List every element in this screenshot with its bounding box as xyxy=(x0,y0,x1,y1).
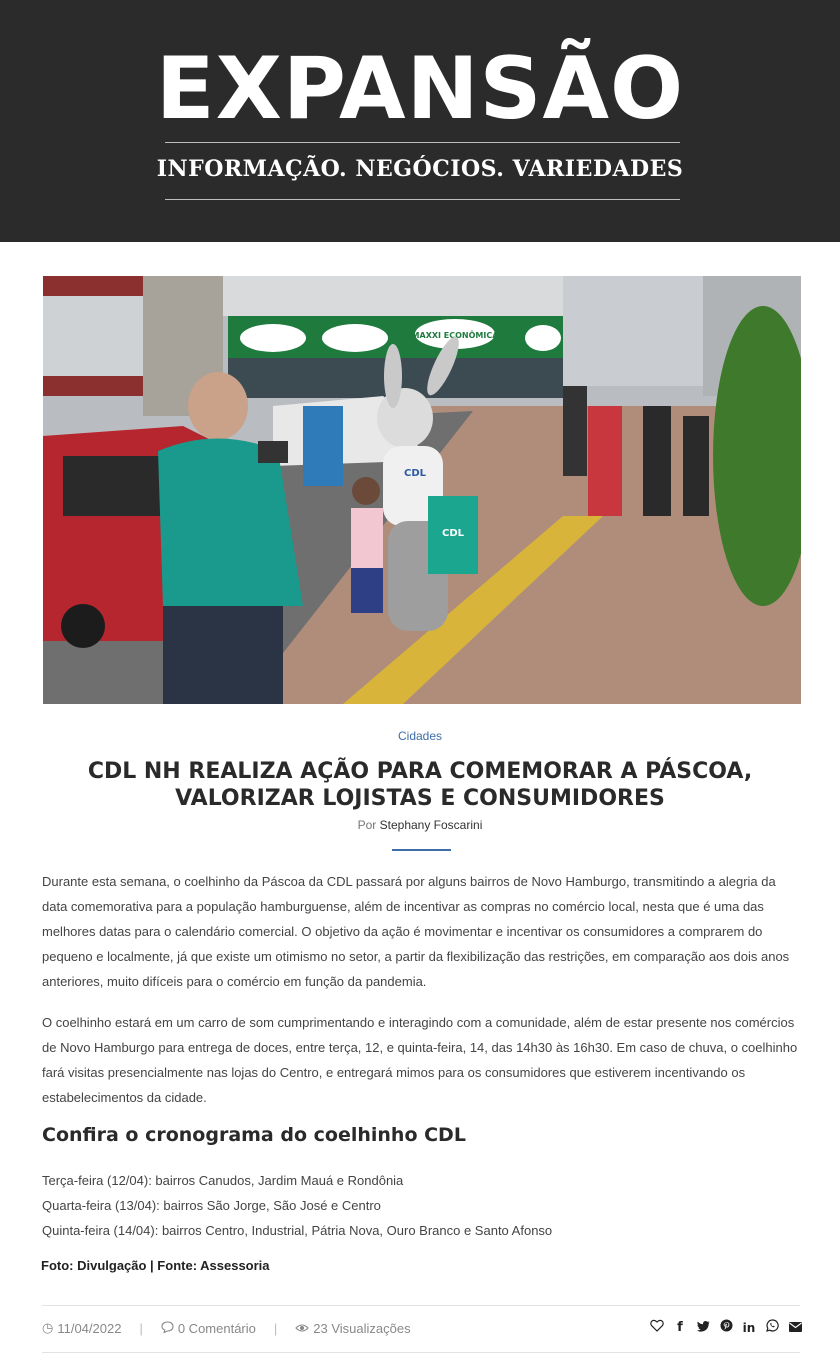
linkedin-icon[interactable]: in xyxy=(742,1320,756,1335)
schedule-list xyxy=(42,1168,552,1243)
article-meta-bar xyxy=(42,1320,411,1336)
comment-icon xyxy=(161,1321,174,1336)
logo-divider-top xyxy=(165,142,680,143)
views-count: 23 Visualizações xyxy=(313,1320,411,1336)
schedule-item: Terça-feira (12/04): bairros Canudos, Jardim Mauá e Rondônia xyxy=(42,1173,404,1188)
bunny-shirt-logo: CDL xyxy=(403,468,427,479)
store-sign-text: MAXXI ECONÔMICA xyxy=(411,331,499,340)
article-featured-photo xyxy=(43,276,801,704)
site-logo-title[interactable]: EXPANSÃO xyxy=(155,39,685,139)
photo-source-credits: Foto: Divulgação | Fonte: Assessoria xyxy=(41,1258,270,1273)
twitter-icon[interactable] xyxy=(696,1320,710,1336)
schedule-item: Quinta-feira (14/04): bairros Centro, Industrial, Pátria Nova, Ouro Branco e Santo Afonso xyxy=(42,1223,553,1238)
article-title: CDL NH REALIZA AÇÃO PARA COMEMORAR A PÁSCOA, VALORIZAR LOJISTAS E CONSUMIDORES xyxy=(87,759,753,811)
post-date-text: 11/04/2022 xyxy=(57,1320,122,1336)
pinterest-icon[interactable] xyxy=(719,1319,733,1336)
meta-divider-top xyxy=(42,1305,800,1306)
share-buttons xyxy=(650,1319,802,1336)
author-link[interactable]: Stephany Foscarini xyxy=(379,818,483,832)
clock-icon: ◷ xyxy=(42,1320,54,1335)
email-icon[interactable] xyxy=(788,1320,802,1336)
meta-separator: | xyxy=(139,1320,143,1336)
site-header xyxy=(0,0,840,242)
schedule-heading: Confira o cronograma do coelhinho CDL xyxy=(42,1124,466,1146)
comments-count: 0 Comentário xyxy=(177,1320,256,1336)
heart-icon[interactable] xyxy=(650,1319,664,1336)
schedule-item: Quarta-feira (13/04): bairros São Jorge, São José e Centro xyxy=(42,1198,381,1213)
meta-divider-bottom xyxy=(42,1352,800,1353)
title-divider xyxy=(392,849,451,851)
site-tagline: INFORMAÇÃO. NEGÓCIOS. VARIEDADES xyxy=(156,156,684,182)
views-counter xyxy=(295,1321,410,1336)
bag-logo: CDL xyxy=(441,528,465,539)
logo-divider-bottom xyxy=(165,199,680,200)
meta-separator: | xyxy=(273,1320,278,1336)
facebook-icon[interactable]: f xyxy=(677,1319,683,1335)
article-paragraph: O coelhinho estará em um carro de som cumprimentando e interagindo com a comunidade, além de estar presente nos comércios de Novo Hamburgo para entrega de doces, entre terça, 12, e quinta-feira, 14, das 14h30 às 16h30. Em caso de chuva, o coelhinho fará visitas presencialmente nas lojas do Centro, e entregará mimos para os consumidores que estiverem incentivando os estabelecimentos da cidade. xyxy=(42,1015,798,1105)
article-byline xyxy=(0,818,840,832)
article-category-link[interactable]: Cidades xyxy=(397,729,443,743)
post-date xyxy=(42,1320,121,1336)
article-paragraph: Durante esta semana, o coelhinho da Páscoa da CDL passará por alguns bairros de Novo Hamburgo, transmitindo a alegria da data comemorativa para a população hamburguense, além de incentivar as compras no comércio local, nesta que é uma das melhores datas para o calendário comercial. O objetivo da ação é movimentar e incentivar os consumidores a comprarem do pequeno e localmente, já que existe um otimismo no setor, a partir da flexibilização das restrições, em comparação aos dois anos anteriores, muito difíceis para o comércio em função da pandemia. xyxy=(42,874,790,989)
whatsapp-icon[interactable] xyxy=(765,1319,779,1336)
comments-link[interactable] xyxy=(161,1321,256,1336)
eye-icon xyxy=(295,1321,309,1336)
byline-prefix: Por xyxy=(357,818,377,832)
